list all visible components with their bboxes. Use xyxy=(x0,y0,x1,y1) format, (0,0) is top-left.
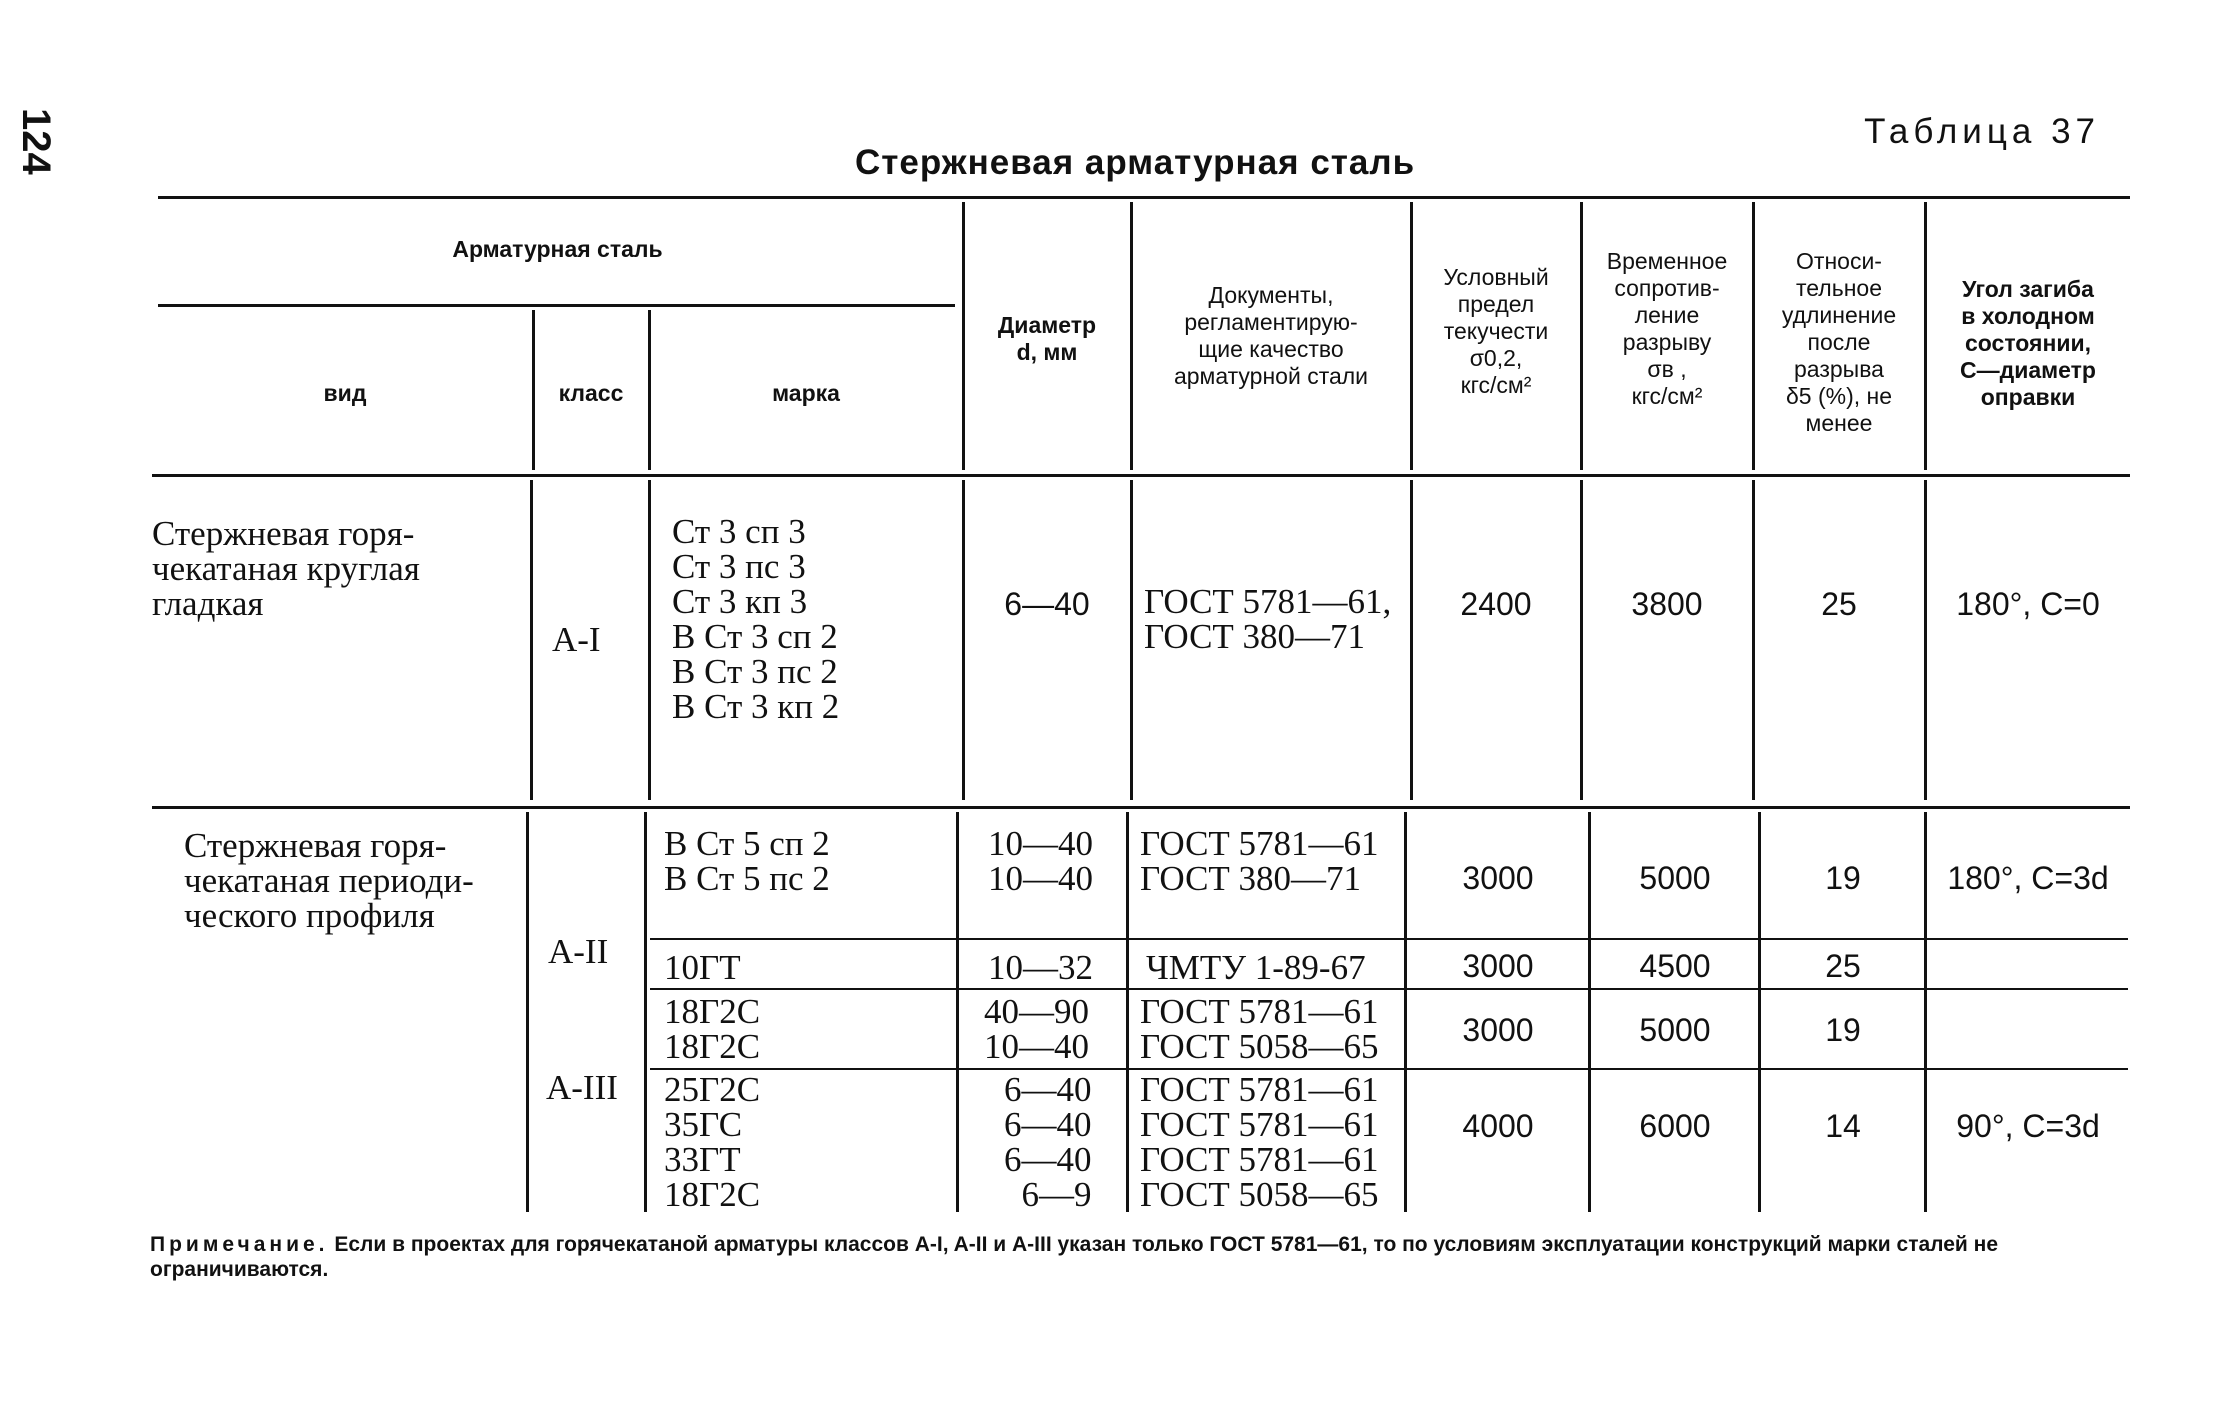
row5-yield: 4000 xyxy=(1462,1108,1534,1144)
row1-vid: Стержневая горя- чекатаная круглая гладкая xyxy=(152,514,420,623)
row3-elongation: 25 xyxy=(1825,948,1861,984)
header-yield: Условный предел текучести σ0,2, кгс/см² xyxy=(1443,264,1549,398)
row2-documents: ГОСТ 5781—61 ГОСТ 380—71 xyxy=(1140,824,1379,898)
header-group: Арматурная сталь xyxy=(452,236,663,262)
klass-a3: A-III xyxy=(546,1068,618,1107)
rule-group xyxy=(158,304,955,307)
row4-diameter: 40—90 10—40 xyxy=(984,992,1089,1066)
row1-elongation: 25 xyxy=(1821,586,1857,622)
row1-diameter: 6—40 xyxy=(1004,586,1090,622)
row4-elongation: 19 xyxy=(1825,1012,1861,1048)
row4-documents: ГОСТ 5781—61 ГОСТ 5058—65 xyxy=(1140,992,1379,1066)
row2-marka: В Ст 5 сп 2 В Ст 5 пс 2 xyxy=(664,824,830,898)
rule-header-bottom xyxy=(152,474,2130,477)
row1-bend: 180°, С=0 xyxy=(1956,586,2100,622)
row1-yield: 2400 xyxy=(1460,586,1532,622)
row5-diameter: 6—40 6—40 6—40 6—9 xyxy=(1004,1070,1092,1214)
table-label: Таблица 37 xyxy=(1864,112,2100,151)
row2-bend: 180°, С=3d xyxy=(1947,860,2109,896)
row1-marka: Ст 3 сп 3 Ст 3 пс 3 Ст 3 кп 3 В Ст 3 сп 2 В Ст 3 пс 2 В Ст 3 кп 2 xyxy=(672,512,840,726)
header-elongation: Относи- тельное удлинение после разрыва δ5 (%), не менее xyxy=(1781,248,1897,436)
row5-marka: 25Г2С 35ГС 33ГТ 18Г2С xyxy=(664,1070,761,1214)
row1-klass: A-I xyxy=(552,620,601,659)
row2-strength: 5000 xyxy=(1639,860,1711,896)
klass-a2: A-II xyxy=(548,932,609,971)
row5-bend: 90°, С=3d xyxy=(1956,1108,2100,1144)
table-title: Стержневая арматурная сталь xyxy=(855,143,1416,182)
header-marka: марка xyxy=(772,380,840,406)
row3-strength: 4500 xyxy=(1639,948,1711,984)
row5-strength: 6000 xyxy=(1639,1108,1711,1144)
row4-marka: 18Г2С 18Г2С xyxy=(664,992,761,1066)
row3-yield: 3000 xyxy=(1462,948,1534,984)
row2-elongation: 19 xyxy=(1825,860,1861,896)
row4-strength: 5000 xyxy=(1639,1012,1711,1048)
note-text: Если в проектах для горячекатаной арматуры классов A-I, A-II и A-III указан только ГОСТ 5781—61, то по условиям эксплуатации конструкций марки сталей не ограничиваются. xyxy=(150,1233,1999,1281)
row2-vid: Стержневая горя- чекатаная периоди- ческого профиля xyxy=(184,826,474,935)
table-note xyxy=(150,1232,2130,1282)
header-bend: Угол загиба в холодном состоянии, С—диаметр оправки xyxy=(1960,276,2096,410)
row2-yield: 3000 xyxy=(1462,860,1534,896)
rule-top xyxy=(158,196,2130,199)
row4-yield: 3000 xyxy=(1462,1012,1534,1048)
page-number: 124 xyxy=(14,108,58,175)
row5-documents: ГОСТ 5781—61 ГОСТ 5781—61 ГОСТ 5781—61 ГОСТ 5058—65 xyxy=(1140,1070,1379,1214)
row2-diameter: 10—40 10—40 xyxy=(988,824,1093,898)
row1-strength: 3800 xyxy=(1631,586,1703,622)
header-diameter: Диаметр d, мм xyxy=(997,312,1097,365)
header-documents: Документы, регламентирую- щие качество арматурной стали xyxy=(1173,282,1369,389)
header-klass: класс xyxy=(558,380,624,406)
note-label: Примечание. xyxy=(150,1233,329,1256)
rule-row1-bottom xyxy=(152,806,2130,809)
row3-diameter: 10—32 xyxy=(988,948,1093,987)
header-vid: вид xyxy=(323,380,367,406)
row5-elongation: 14 xyxy=(1825,1108,1861,1144)
row3-documents: ЧМТУ 1-89-67 xyxy=(1146,948,1366,987)
header-strength: Временное сопротив- ление разрыву σв , кгс/см² xyxy=(1606,248,1728,409)
row1-documents: ГОСТ 5781—61, ГОСТ 380—71 xyxy=(1144,582,1392,656)
row3-marka: 10ГТ xyxy=(664,948,741,987)
